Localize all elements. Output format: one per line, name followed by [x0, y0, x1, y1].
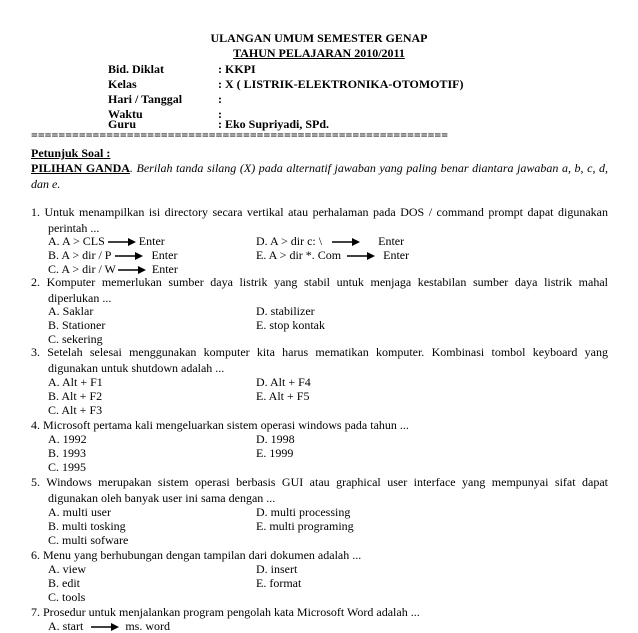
option-command: C. A > dir / W — [48, 262, 116, 276]
option-e: E. multi programing — [256, 519, 354, 533]
option-b — [48, 248, 177, 262]
option-key: Enter — [151, 248, 178, 262]
instructions-text — [31, 160, 608, 192]
exam-year: TAHUN PELAJARAN 2010/2011 — [233, 46, 405, 60]
option-command: E. A > dir *. Com — [256, 248, 342, 262]
question-6 — [31, 547, 608, 563]
option-d: D. multi processing — [256, 505, 351, 519]
option-a: A. Saklar — [48, 304, 94, 318]
option-a: A. 1992 — [48, 432, 87, 446]
question-stem: 5. Windows merupakan sistem operasi berbasis GUI atau graphical user interface yang mempunyai sifat dapat digunakan oleh banyak user ini sama dengan ... — [31, 475, 608, 505]
option-b: B. Alt + F2 — [48, 389, 103, 403]
separator-line: ============================================================= — [31, 128, 449, 142]
option-command: B. A > dir / P — [48, 248, 112, 262]
question-5 — [31, 474, 608, 506]
question-stem: 4. Microsoft pertama kali mengeluarkan sistem operasi windows pada tahun ... — [31, 418, 409, 432]
option-e: E. format — [256, 576, 302, 590]
option-e: E. stop kontak — [256, 318, 325, 332]
question-4 — [31, 417, 608, 433]
option-b: B. edit — [48, 576, 80, 590]
info-value: : X ( LISTRIK-ELEKTRONIKA-OTOMOTIF) — [218, 77, 464, 91]
option-e: E. Alt + F5 — [256, 389, 310, 403]
option-key: ms. word — [125, 619, 170, 633]
info-label: Bid. Diklat — [108, 62, 165, 76]
arrow-icon — [347, 252, 375, 260]
option-command: A. start — [48, 619, 84, 633]
option-c: C. tools — [48, 590, 86, 604]
option-key: Enter — [151, 262, 178, 276]
instructions-heading: Petunjuk Soal : — [31, 146, 111, 160]
arrow-icon — [108, 238, 136, 246]
option-a: A. multi user — [48, 505, 111, 519]
option-d: D. insert — [256, 562, 298, 576]
option-key: Enter — [378, 234, 405, 248]
question-7 — [31, 604, 608, 620]
option-d: D. stabilizer — [256, 304, 315, 318]
option-c: C. multi sofware — [48, 533, 129, 547]
info-value: : — [218, 92, 222, 106]
option-c: C. sekering — [48, 332, 103, 346]
info-value: : KKPI — [218, 62, 256, 76]
arrow-icon — [115, 252, 143, 260]
option-key: Enter — [138, 234, 165, 248]
instructions-body: . Berilah tanda silang (X) pada alternatif jawaban yang paling benar diantara jawaban a, b, c, d, dan e. — [31, 161, 609, 191]
info-label: Kelas — [108, 77, 137, 91]
question-stem: 7. Prosedur untuk menjalankan program pengolah kata Microsoft Word adalah ... — [31, 605, 420, 619]
option-d: D. Alt + F4 — [256, 375, 311, 389]
info-value: : Eko Supriyadi, SPd. — [218, 117, 330, 131]
info-label: Guru — [108, 117, 137, 131]
question-stem: 3. Setelah selesai menggunakan komputer kita harus mematikan komputer. Kombinasi tombol keyboard yang digunakan untuk shutdown adalah ... — [31, 345, 608, 375]
option-d: D. 1998 — [256, 432, 295, 446]
option-a: A. Alt + F1 — [48, 375, 103, 389]
question-1 — [31, 204, 608, 236]
option-a — [48, 234, 165, 248]
question-stem: 6. Menu yang berhubungan dengan tampilan dari dokumen adalah ... — [31, 548, 362, 562]
info-label: Hari / Tanggal — [108, 92, 183, 106]
option-command: A. A > CLS — [48, 234, 105, 248]
arrow-icon — [332, 238, 360, 246]
option-a: A. view — [48, 562, 86, 576]
option-d — [256, 234, 404, 248]
question-3 — [31, 344, 608, 376]
question-stem: 2. Komputer memerlukan sumber daya listrik yang stabil untuk menjaga kestabilan sumber daya listrik mahal diperlukan ... — [31, 275, 608, 305]
question-2 — [31, 274, 608, 306]
option-e: E. 1999 — [256, 446, 294, 460]
option-c: C. Alt + F3 — [48, 403, 103, 417]
option-b: B. multi tosking — [48, 519, 126, 533]
section-label: PILIHAN GANDA — [31, 161, 130, 175]
option-a — [48, 619, 170, 633]
option-b: B. 1993 — [48, 446, 87, 460]
arrow-icon — [91, 623, 119, 631]
question-stem: 1. Untuk menampilkan isi directory secara vertikal atau perhalaman pada DOS / command prompt dapat digunakan perintah ... — [31, 205, 608, 235]
option-b: B. Stationer — [48, 318, 106, 332]
option-key: Enter — [383, 248, 410, 262]
option-e — [256, 248, 409, 262]
info-label: Waktu — [108, 107, 143, 121]
exam-title: ULANGAN UMUM SEMESTER GENAP — [210, 31, 428, 45]
info-value: : — [218, 107, 222, 121]
option-command: D. A > dir c: \ — [256, 234, 323, 248]
option-c: C. 1995 — [48, 460, 87, 474]
